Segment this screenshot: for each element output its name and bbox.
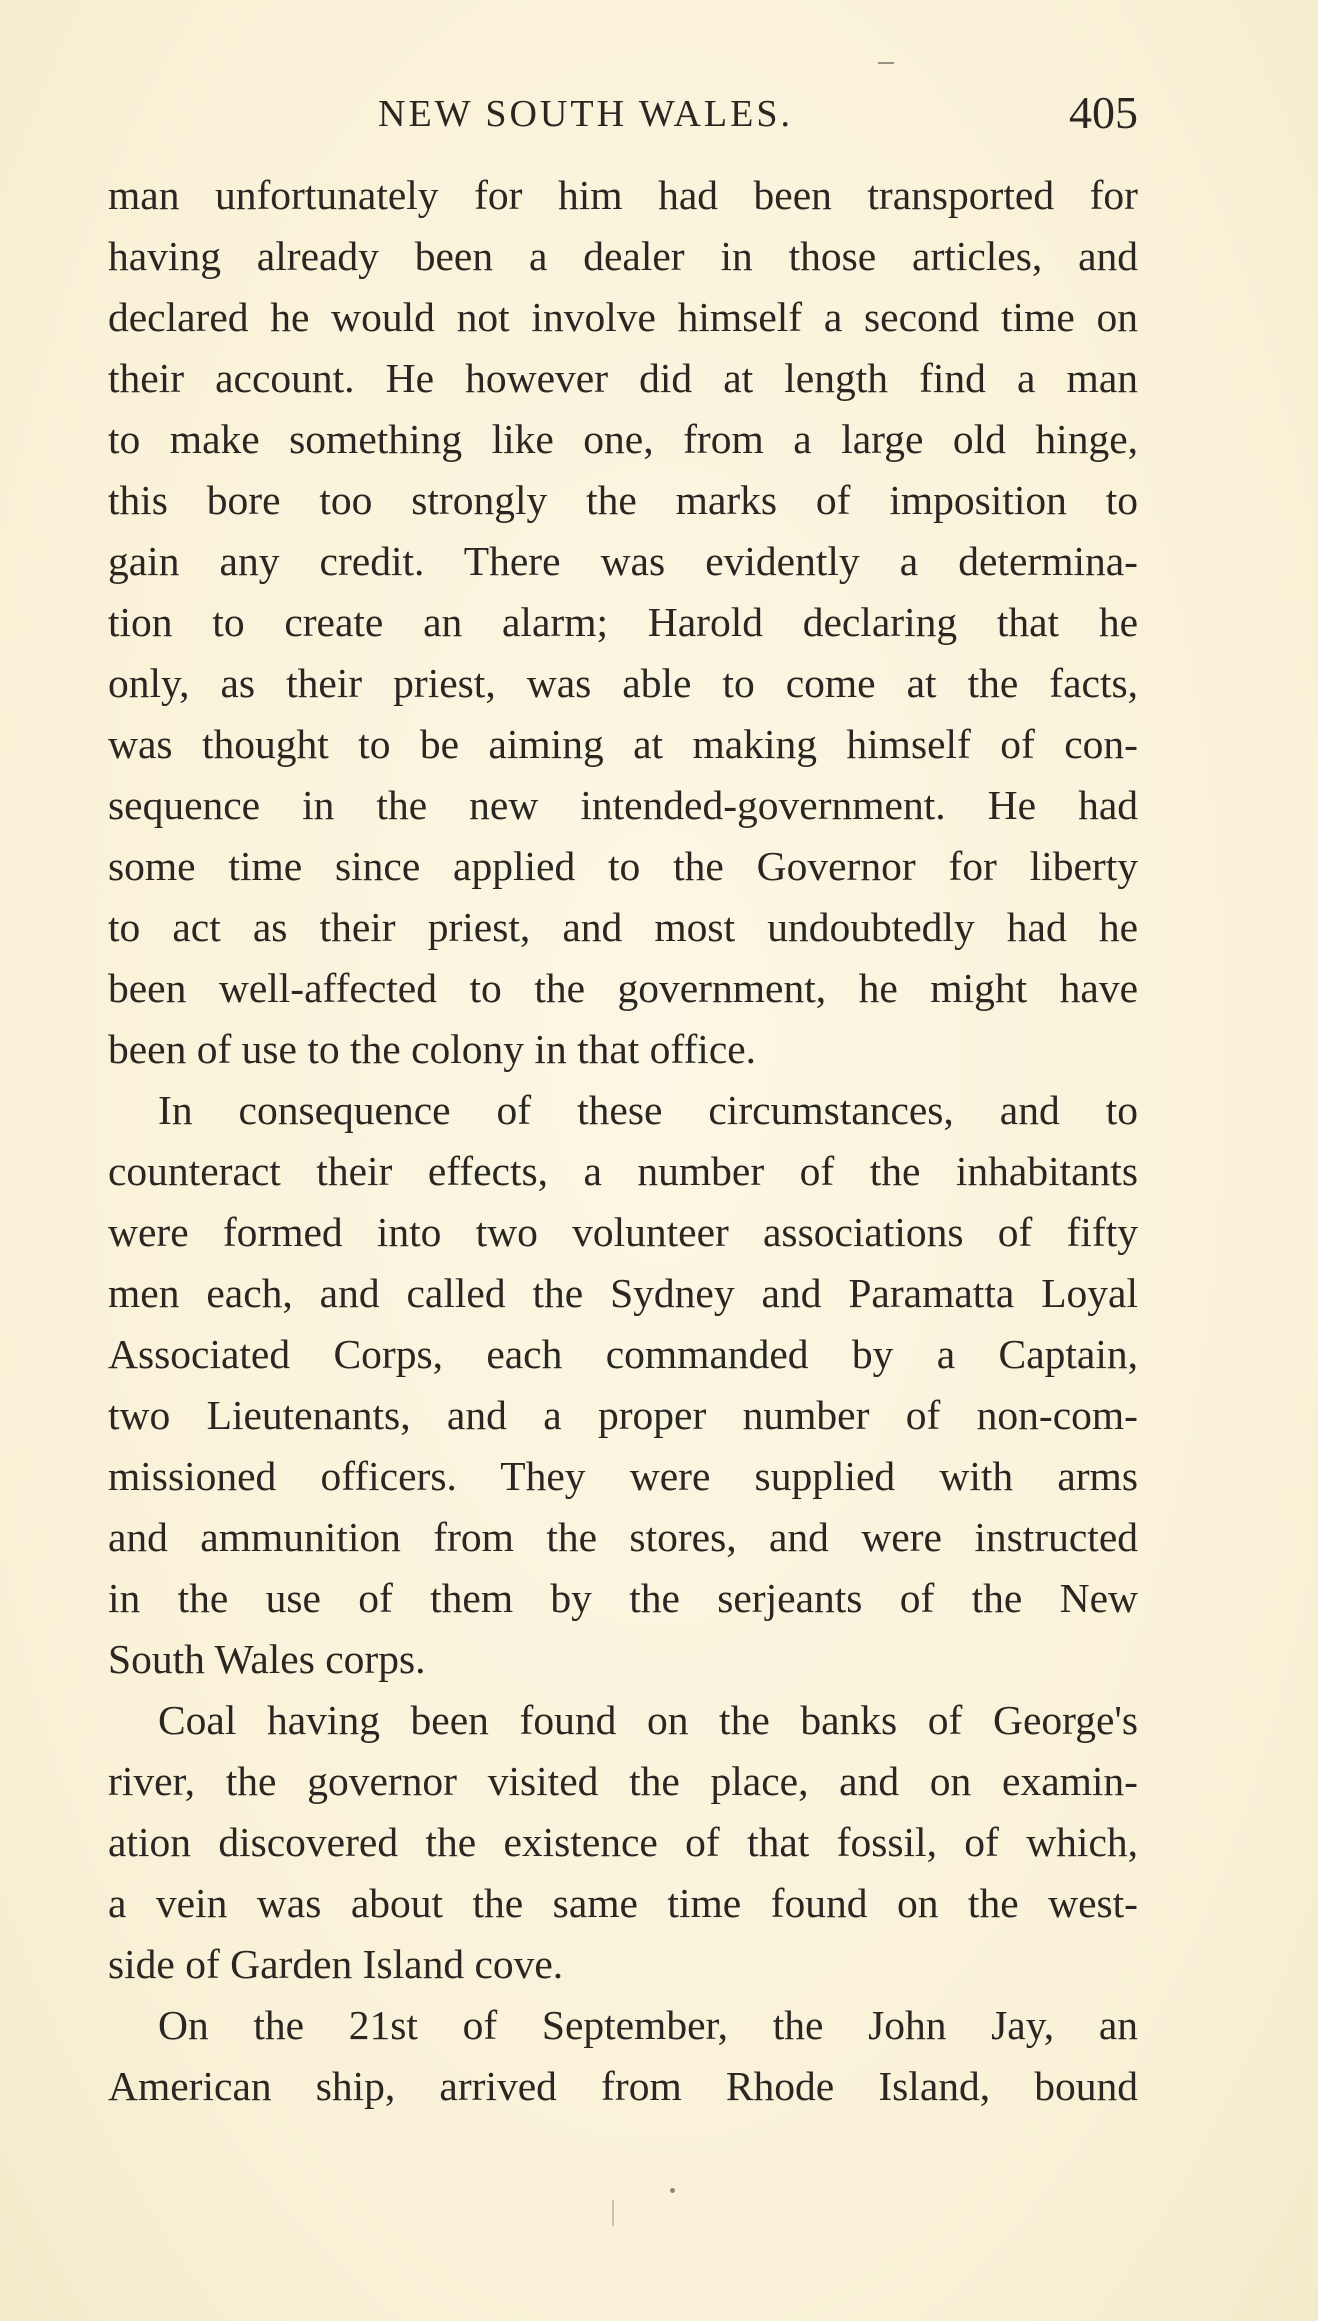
print-mark bbox=[612, 2200, 614, 2226]
running-title: NEW SOUTH WALES. bbox=[378, 93, 793, 135]
text-line: sequence in the new intended-government. He had bbox=[108, 782, 1138, 828]
print-speck bbox=[670, 2188, 675, 2193]
text-line: man unfortunately for him had been transported for bbox=[108, 172, 1138, 218]
paragraph-end-line: South Wales corps. bbox=[108, 1636, 426, 1682]
text-line: men each, and called the Sydney and Paramatta Loyal bbox=[108, 1270, 1138, 1316]
text-line: and ammunition from the stores, and were instructed bbox=[108, 1514, 1138, 1560]
text-line: American ship, arrived from Rhode Island, bound bbox=[108, 2063, 1138, 2109]
text-line: missioned officers. They were supplied with arms bbox=[108, 1453, 1138, 1499]
paragraph-start-line: Coal having been found on the banks of George's bbox=[158, 1697, 1138, 1743]
text-line: counteract their effects, a number of the inhabitants bbox=[108, 1148, 1138, 1194]
print-mark bbox=[878, 62, 894, 64]
text-line: Associated Corps, each commanded by a Captain, bbox=[108, 1331, 1138, 1377]
text-line: gain any credit. There was evidently a determina- bbox=[108, 538, 1138, 584]
text-line: having already been a dealer in those articles, and bbox=[108, 233, 1138, 279]
text-line: declared he would not involve himself a second time on bbox=[108, 294, 1138, 340]
text-line: their account. He however did at length find a man bbox=[108, 355, 1138, 401]
text-line: was thought to be aiming at making himself of con- bbox=[108, 721, 1138, 767]
text-line: to make something like one, from a large old hinge, bbox=[108, 416, 1138, 462]
text-line: ation discovered the existence of that fossil, of which, bbox=[108, 1819, 1138, 1865]
text-line: some time since applied to the Governor for liberty bbox=[108, 843, 1138, 889]
text-line: two Lieutenants, and a proper number of non-com- bbox=[108, 1392, 1138, 1438]
paragraph-start-line: In consequence of these circumstances, and to bbox=[158, 1087, 1138, 1133]
text-line: in the use of them by the serjeants of the New bbox=[108, 1575, 1138, 1621]
paragraph-start-line: On the 21st of September, the John Jay, an bbox=[158, 2002, 1138, 2048]
paragraph-end-line: been of use to the colony in that office. bbox=[108, 1026, 757, 1072]
body-text bbox=[108, 165, 1138, 2117]
text-line: tion to create an alarm; Harold declaring that he bbox=[108, 599, 1138, 645]
page-header bbox=[108, 86, 1138, 146]
text-line: this bore too strongly the marks of imposition to bbox=[108, 477, 1138, 523]
text-line: a vein was about the same time found on the west- bbox=[108, 1880, 1138, 1926]
text-line: river, the governor visited the place, and on examin- bbox=[108, 1758, 1138, 1804]
text-line: been well-affected to the government, he might have bbox=[108, 965, 1138, 1011]
text-line: were formed into two volunteer associations of fifty bbox=[108, 1209, 1138, 1255]
text-line: only, as their priest, was able to come at the facts, bbox=[108, 660, 1138, 706]
text-line: to act as their priest, and most undoubtedly had he bbox=[108, 904, 1138, 950]
paragraph-end-line: side of Garden Island cove. bbox=[108, 1941, 564, 1987]
page-number: 405 bbox=[1069, 87, 1138, 138]
